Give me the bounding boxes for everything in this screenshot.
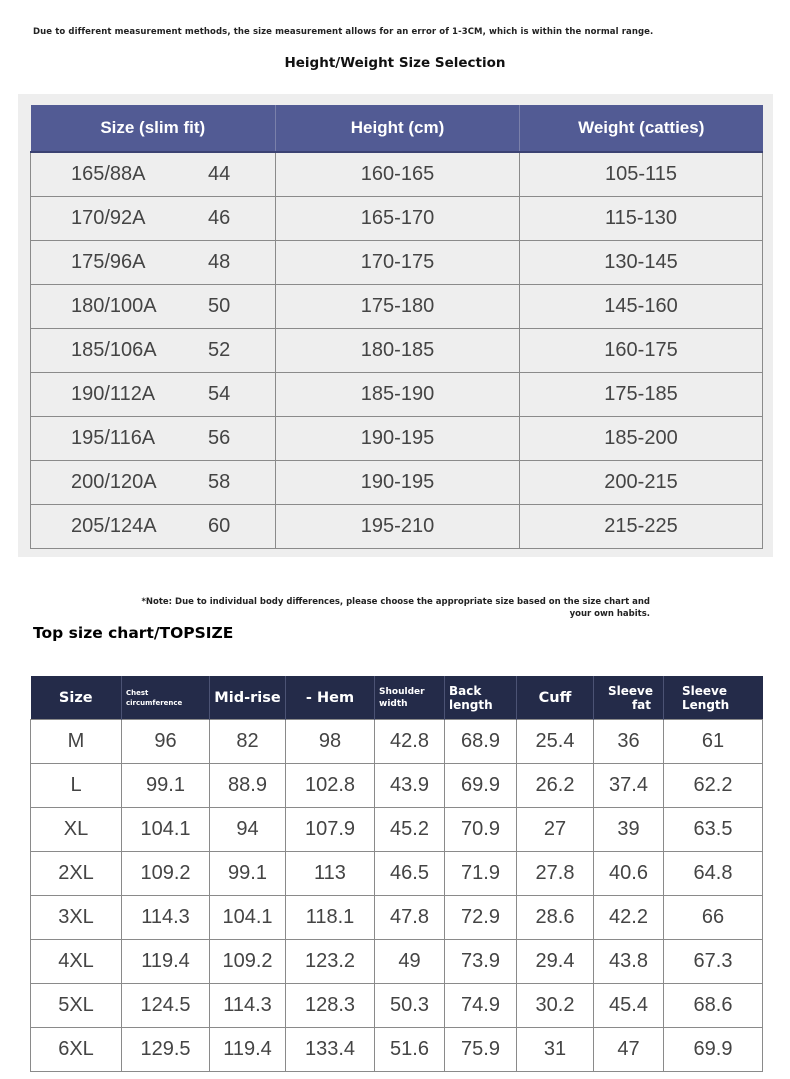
sleeve-fat-cell: 39 bbox=[594, 808, 664, 852]
size-cell: 3XL bbox=[31, 896, 122, 940]
chest-cell: 99.1 bbox=[122, 764, 210, 808]
sleeve-fat-cell: 43.8 bbox=[594, 940, 664, 984]
header-sleeve-fat-line-2: fat bbox=[631, 697, 651, 712]
size-cell bbox=[31, 505, 276, 549]
header-chest bbox=[122, 676, 210, 720]
size-number: 50 bbox=[208, 295, 231, 317]
cuff-cell: 30.2 bbox=[517, 984, 594, 1028]
weight-cell: 215-225 bbox=[520, 505, 763, 549]
table-row bbox=[31, 461, 763, 505]
header-chest-line-2: circumference bbox=[126, 698, 183, 707]
size-number: 46 bbox=[208, 207, 231, 229]
size-advice-line-1: *Note: Due to individual body differences, please choose the appropriate size based on the size chart and bbox=[141, 597, 650, 607]
size-cell: M bbox=[31, 720, 122, 764]
shoulder-cell: 43.9 bbox=[375, 764, 445, 808]
cuff-cell: 31 bbox=[517, 1028, 594, 1072]
chest-cell: 129.5 bbox=[122, 1028, 210, 1072]
size-advice-line-2: your own habits. bbox=[569, 609, 650, 619]
sleeve-length-cell: 67.3 bbox=[664, 940, 763, 984]
size-code: 175/96A bbox=[71, 251, 146, 273]
header-sleeve-fat bbox=[594, 676, 664, 720]
height-cell: 175-180 bbox=[276, 285, 520, 329]
height-cell: 180-185 bbox=[276, 329, 520, 373]
header-sleeve-length-line-2: Length bbox=[682, 697, 730, 712]
header-shoulder-line-2: width bbox=[379, 698, 408, 709]
back-length-cell: 70.9 bbox=[445, 808, 517, 852]
table-row bbox=[31, 808, 763, 852]
table-row bbox=[31, 329, 763, 373]
top-size-chart-title: Top size chart/TOPSIZE bbox=[33, 624, 234, 642]
header-mid-rise: Mid-rise bbox=[210, 676, 286, 720]
chest-cell: 124.5 bbox=[122, 984, 210, 1028]
height-weight-table bbox=[30, 105, 763, 549]
sleeve-fat-cell: 47 bbox=[594, 1028, 664, 1072]
size-number: 60 bbox=[208, 515, 231, 537]
size-number: 58 bbox=[208, 471, 231, 493]
chest-cell: 96 bbox=[122, 720, 210, 764]
size-number: 52 bbox=[208, 339, 231, 361]
table-row bbox=[31, 720, 763, 764]
back-length-cell: 68.9 bbox=[445, 720, 517, 764]
header-height: Height (cm) bbox=[276, 105, 520, 152]
measurement-note: Due to different measurement methods, the size measurement allows for an error of 1-3CM, which is within the normal range. bbox=[33, 27, 654, 37]
back-length-cell: 72.9 bbox=[445, 896, 517, 940]
sleeve-fat-cell: 36 bbox=[594, 720, 664, 764]
size-code: 195/116A bbox=[71, 427, 156, 449]
size-number: 54 bbox=[208, 383, 231, 405]
shoulder-cell: 42.8 bbox=[375, 720, 445, 764]
mid-rise-cell: 104.1 bbox=[210, 896, 286, 940]
size-cell: 2XL bbox=[31, 852, 122, 896]
header-back-length bbox=[445, 676, 517, 720]
table-row bbox=[31, 197, 763, 241]
header-chest-line-1: Chest bbox=[126, 688, 149, 697]
sleeve-length-cell: 64.8 bbox=[664, 852, 763, 896]
size-cell bbox=[31, 241, 276, 285]
mid-rise-cell: 109.2 bbox=[210, 940, 286, 984]
back-length-cell: 69.9 bbox=[445, 764, 517, 808]
back-length-cell: 73.9 bbox=[445, 940, 517, 984]
sleeve-fat-cell: 40.6 bbox=[594, 852, 664, 896]
sleeve-length-cell: 62.2 bbox=[664, 764, 763, 808]
sleeve-length-cell: 63.5 bbox=[664, 808, 763, 852]
table-row bbox=[31, 764, 763, 808]
cuff-cell: 26.2 bbox=[517, 764, 594, 808]
chest-cell: 114.3 bbox=[122, 896, 210, 940]
back-length-cell: 71.9 bbox=[445, 852, 517, 896]
height-cell: 190-195 bbox=[276, 461, 520, 505]
table-row bbox=[31, 417, 763, 461]
size-cell bbox=[31, 329, 276, 373]
shoulder-cell: 50.3 bbox=[375, 984, 445, 1028]
table-row bbox=[31, 940, 763, 984]
back-length-cell: 75.9 bbox=[445, 1028, 517, 1072]
mid-rise-cell: 99.1 bbox=[210, 852, 286, 896]
size-cell bbox=[31, 417, 276, 461]
hem-cell: 123.2 bbox=[286, 940, 375, 984]
hem-cell: 113 bbox=[286, 852, 375, 896]
weight-cell: 145-160 bbox=[520, 285, 763, 329]
chest-cell: 119.4 bbox=[122, 940, 210, 984]
mid-rise-cell: 82 bbox=[210, 720, 286, 764]
cuff-cell: 29.4 bbox=[517, 940, 594, 984]
table-row bbox=[31, 505, 763, 549]
sleeve-fat-cell: 37.4 bbox=[594, 764, 664, 808]
height-cell: 160-165 bbox=[276, 152, 520, 197]
table-row bbox=[31, 852, 763, 896]
table-header-row bbox=[31, 676, 763, 720]
hem-cell: 102.8 bbox=[286, 764, 375, 808]
top-size-table bbox=[30, 676, 763, 1072]
size-cell bbox=[31, 373, 276, 417]
size-cell: 5XL bbox=[31, 984, 122, 1028]
size-cell bbox=[31, 461, 276, 505]
sleeve-length-cell: 68.6 bbox=[664, 984, 763, 1028]
sleeve-length-cell: 66 bbox=[664, 896, 763, 940]
weight-cell: 130-145 bbox=[520, 241, 763, 285]
cuff-cell: 27.8 bbox=[517, 852, 594, 896]
shoulder-cell: 47.8 bbox=[375, 896, 445, 940]
height-cell: 185-190 bbox=[276, 373, 520, 417]
header-size: Size (slim fit) bbox=[31, 105, 276, 152]
header-size: Size bbox=[31, 676, 122, 720]
mid-rise-cell: 94 bbox=[210, 808, 286, 852]
header-shoulder-line-1: Shoulder bbox=[379, 686, 425, 697]
height-cell: 170-175 bbox=[276, 241, 520, 285]
size-cell: L bbox=[31, 764, 122, 808]
header-sleeve-length-line-1: Sleeve bbox=[682, 683, 727, 698]
weight-cell: 175-185 bbox=[520, 373, 763, 417]
shoulder-cell: 46.5 bbox=[375, 852, 445, 896]
header-back-line-1: Back bbox=[449, 683, 482, 698]
size-cell: 6XL bbox=[31, 1028, 122, 1072]
hem-cell: 128.3 bbox=[286, 984, 375, 1028]
table-row bbox=[31, 152, 763, 197]
size-cell: XL bbox=[31, 808, 122, 852]
cuff-cell: 28.6 bbox=[517, 896, 594, 940]
back-length-cell: 74.9 bbox=[445, 984, 517, 1028]
table-row bbox=[31, 373, 763, 417]
height-cell: 195-210 bbox=[276, 505, 520, 549]
hem-cell: 107.9 bbox=[286, 808, 375, 852]
shoulder-cell: 51.6 bbox=[375, 1028, 445, 1072]
mid-rise-cell: 119.4 bbox=[210, 1028, 286, 1072]
mid-rise-cell: 88.9 bbox=[210, 764, 286, 808]
weight-cell: 160-175 bbox=[520, 329, 763, 373]
size-number: 56 bbox=[208, 427, 231, 449]
sleeve-fat-cell: 45.4 bbox=[594, 984, 664, 1028]
size-cell: 4XL bbox=[31, 940, 122, 984]
height-weight-title: Height/Weight Size Selection bbox=[284, 55, 506, 71]
sleeve-length-cell: 69.9 bbox=[664, 1028, 763, 1072]
header-shoulder bbox=[375, 676, 445, 720]
table-row bbox=[31, 1028, 763, 1072]
table-header-row bbox=[31, 105, 763, 152]
weight-cell: 185-200 bbox=[520, 417, 763, 461]
size-cell bbox=[31, 197, 276, 241]
size-advice-note bbox=[130, 596, 650, 620]
weight-cell: 115-130 bbox=[520, 197, 763, 241]
cuff-cell: 27 bbox=[517, 808, 594, 852]
size-code: 205/124A bbox=[71, 515, 157, 537]
header-sleeve-fat-line-1: Sleeve bbox=[608, 683, 653, 698]
header-cuff: Cuff bbox=[517, 676, 594, 720]
size-code: 180/100A bbox=[71, 295, 157, 317]
shoulder-cell: 49 bbox=[375, 940, 445, 984]
header-hem: - Hem bbox=[286, 676, 375, 720]
size-cell bbox=[31, 285, 276, 329]
height-cell: 165-170 bbox=[276, 197, 520, 241]
header-weight: Weight (catties) bbox=[520, 105, 763, 152]
hem-cell: 133.4 bbox=[286, 1028, 375, 1072]
size-code: 170/92A bbox=[71, 207, 146, 229]
hem-cell: 98 bbox=[286, 720, 375, 764]
chest-cell: 104.1 bbox=[122, 808, 210, 852]
mid-rise-cell: 114.3 bbox=[210, 984, 286, 1028]
size-number: 48 bbox=[208, 251, 231, 273]
size-code: 190/112A bbox=[71, 383, 156, 405]
chest-cell: 109.2 bbox=[122, 852, 210, 896]
size-code: 165/88A bbox=[71, 163, 146, 185]
sleeve-length-cell: 61 bbox=[664, 720, 763, 764]
header-back-line-2: length bbox=[449, 697, 493, 712]
table-row bbox=[31, 896, 763, 940]
height-cell: 190-195 bbox=[276, 417, 520, 461]
sleeve-fat-cell: 42.2 bbox=[594, 896, 664, 940]
weight-cell: 105-115 bbox=[520, 152, 763, 197]
size-cell bbox=[31, 152, 276, 197]
hem-cell: 118.1 bbox=[286, 896, 375, 940]
size-number: 44 bbox=[208, 163, 231, 185]
cuff-cell: 25.4 bbox=[517, 720, 594, 764]
size-code: 185/106A bbox=[71, 339, 157, 361]
table-row bbox=[31, 241, 763, 285]
header-sleeve-length bbox=[664, 676, 763, 720]
weight-cell: 200-215 bbox=[520, 461, 763, 505]
table-row bbox=[31, 285, 763, 329]
shoulder-cell: 45.2 bbox=[375, 808, 445, 852]
size-code: 200/120A bbox=[71, 471, 157, 493]
table-row bbox=[31, 984, 763, 1028]
